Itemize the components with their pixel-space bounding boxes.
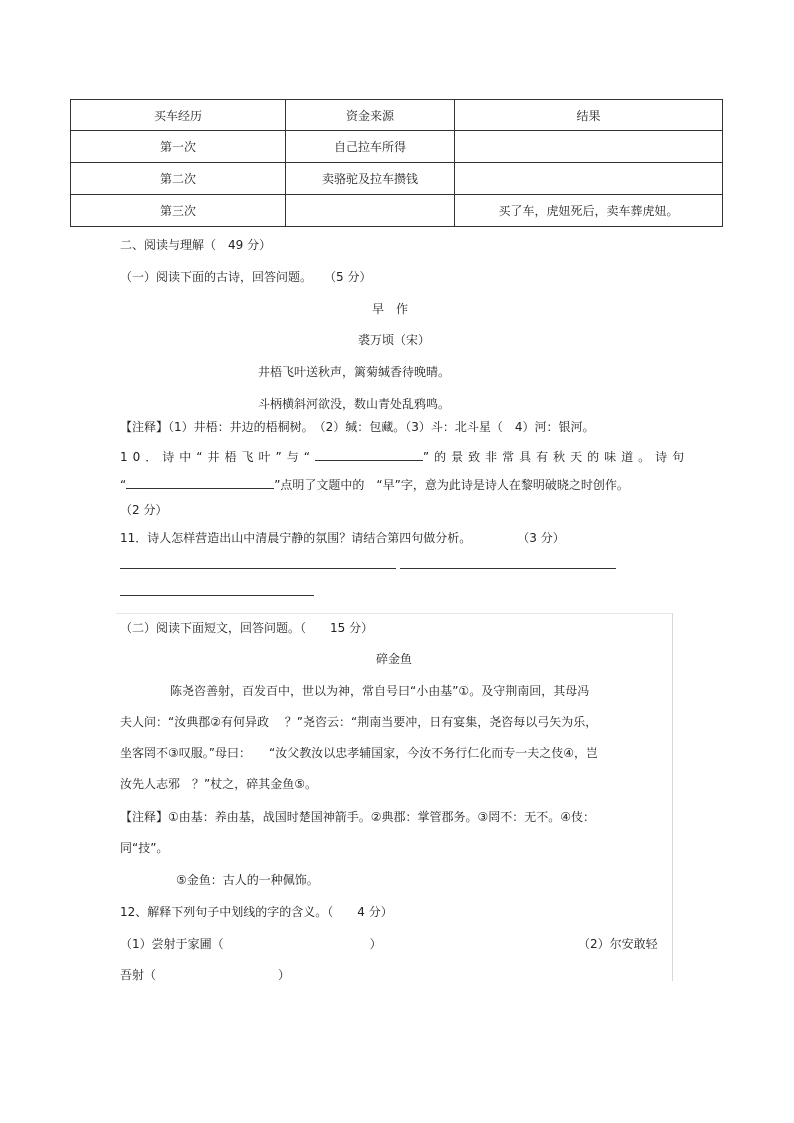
- answer-line[interactable]: [120, 568, 396, 569]
- table-row: [71, 131, 723, 163]
- table-header-cell: 结果: [455, 100, 723, 131]
- part1-heading: （一）阅读下面的古诗，回答问题。 （5 分）: [120, 270, 372, 284]
- table-cell-blank[interactable]: [455, 163, 723, 195]
- table-cell: 自己拉车所得: [286, 131, 455, 163]
- q10-text: ”点明了文题中的 “早”字，意为此诗是诗人在黎明破晓之时创作。: [274, 478, 629, 492]
- question-12: 12、解释下列句子中划线的字的含义。（ 4 分）: [120, 905, 393, 919]
- passage-paragraph: 陈尧咨善射，百发百中，世以为神，常自号曰“小由基”①。及守荆南回，其母冯: [170, 684, 590, 698]
- poem-title: 早 作: [372, 302, 409, 316]
- poem-line: 斗柄横斜河欲没，数山青处乱鸦鸣。: [258, 397, 451, 411]
- question-10: [120, 447, 689, 465]
- passage-paragraph: 汝先人志邪 ？”杖之，碎其金鱼⑤。: [120, 777, 317, 791]
- q10-score: （2 分）: [120, 503, 168, 517]
- question-10-cont: [120, 475, 629, 493]
- passage-note: ⑤金鱼：古人的一种佩饰。: [176, 873, 319, 887]
- table-cell: 第三次: [71, 195, 286, 227]
- part2-heading: （二）阅读下面短文，回答问题。（ 15 分）: [120, 621, 374, 635]
- passage-paragraph: 坐客罔不③叹服。”母曰： “汝父教汝以忠孝辅国家，今汝不务行仁化而专一夫之伎④，岂: [120, 746, 598, 760]
- table-header-row: [71, 100, 723, 131]
- passage-paragraph: 夫人问：“汝典郡②有何异政 ？”尧咨云：“荆南当要冲，日有宴集，尧咨每以弓矢为乐，: [120, 715, 598, 729]
- q12-item-text: ）: [278, 968, 291, 982]
- table-cell: 第一次: [71, 131, 286, 163]
- table-cell-blank[interactable]: [286, 195, 455, 227]
- q10-text: 10．诗中“井梧飞叶”与“: [120, 450, 315, 464]
- table-cell-blank[interactable]: [455, 131, 723, 163]
- q12-item-text: （1）尝射于家圃（: [120, 937, 224, 951]
- answer-blank[interactable]: [315, 447, 423, 461]
- answer-blank[interactable]: [126, 475, 274, 489]
- q12-item-text: 吾射（: [120, 968, 157, 982]
- poem-note: 【注释】（1）井梧：井边的梧桐树。 （2）缄：包藏。（3）斗：北斗星（ 4）河：银河。: [120, 420, 595, 434]
- q10-text: “: [120, 478, 127, 492]
- q11-score: （3 分）: [517, 531, 565, 545]
- passage-note: 【注释】①由基：养由基，战国时楚国神箭手。②典郡：掌管郡务。③罔不：无不。④伎：: [120, 810, 596, 824]
- table-row: [71, 195, 723, 227]
- q12-item-text: ）: [369, 937, 382, 951]
- question-11: [120, 529, 565, 546]
- table-cell: 卖骆驼及拉车攒钱: [286, 163, 455, 195]
- passage-note: 同“技”。: [120, 841, 169, 855]
- passage-box-right-border: [672, 613, 673, 981]
- answer-line[interactable]: [400, 568, 616, 569]
- q11-text: 11．诗人怎样营造出山中清晨宁静的氛围？请结合第四句做分析。: [120, 531, 472, 545]
- poem-line: 井梧飞叶送秋声，篱菊缄香待晚晴。: [258, 365, 451, 379]
- q10-text: ”的景致非常具有秋天的味道。诗句: [422, 450, 690, 464]
- table-header-cell: 买车经历: [71, 100, 286, 131]
- table-cell: 第二次: [71, 163, 286, 195]
- table-cell: 买了车，虎妞死后，卖车葬虎妞。: [455, 195, 723, 227]
- passage-title: 碎金鱼: [376, 652, 413, 666]
- answer-line[interactable]: [120, 595, 314, 596]
- section-heading: 二、阅读与理解（ 49 分）: [120, 238, 272, 252]
- table-row: [71, 163, 723, 195]
- q12-item-2-cont: [120, 966, 290, 983]
- table-header-cell: 资金来源: [286, 100, 455, 131]
- passage-box-top-border: [116, 613, 673, 614]
- q12-item-2: （2）尔安敢轻: [578, 937, 658, 951]
- purchase-history-table: [70, 99, 723, 227]
- q12-item-1: [120, 935, 382, 952]
- poem-author: 裘万顷（宋）: [358, 333, 431, 347]
